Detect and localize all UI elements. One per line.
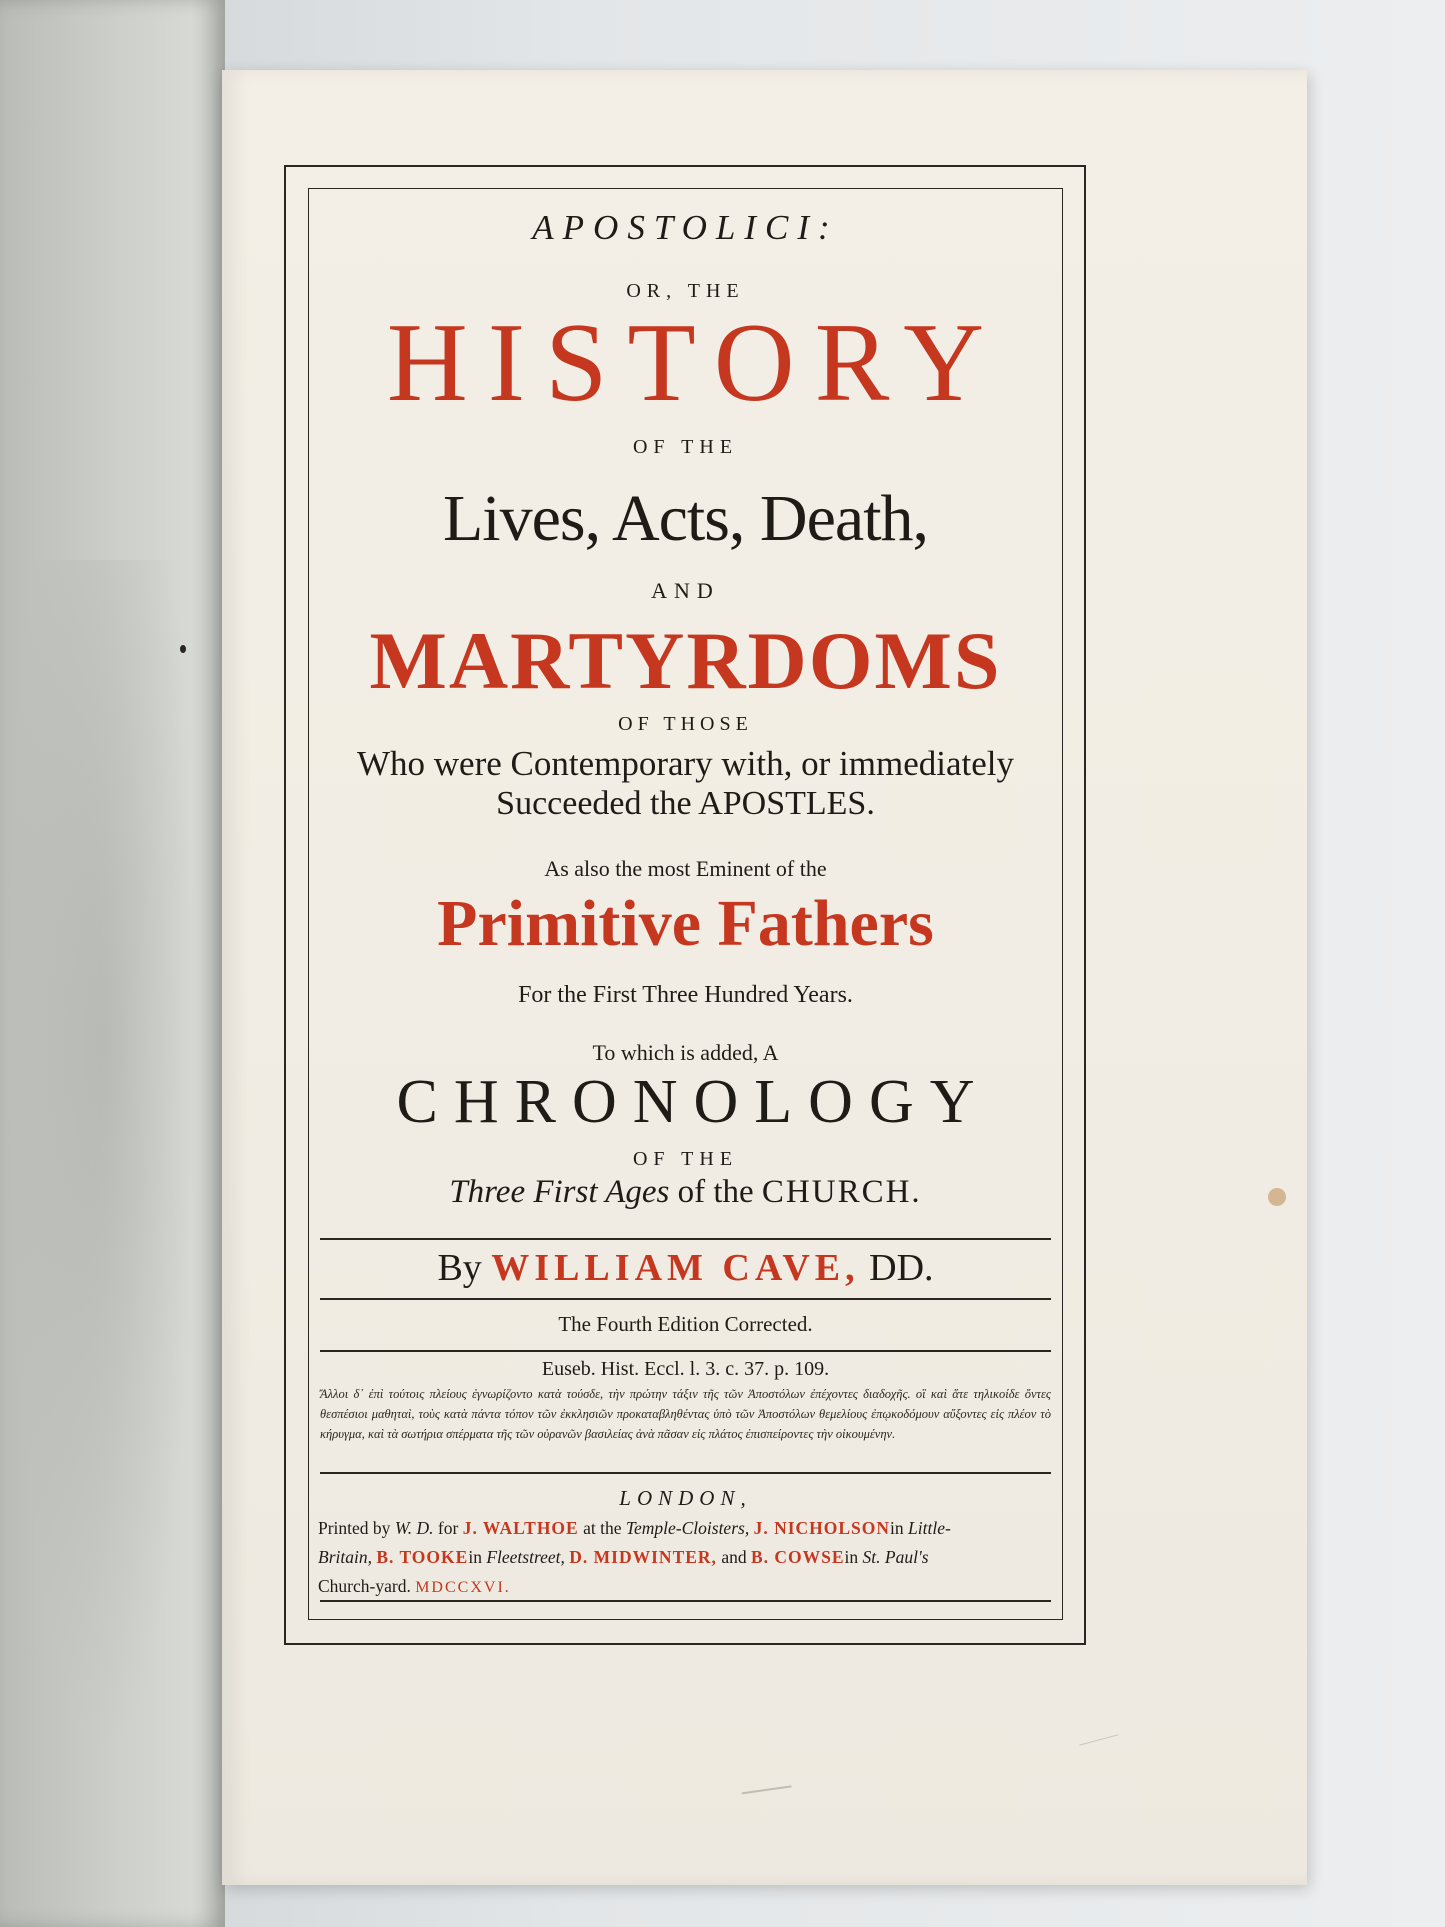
- line-lives-acts-death: Lives, Acts, Death,: [442, 482, 929, 555]
- imprint-line-3: [318, 1572, 1053, 1602]
- rule-above-imprint: [320, 1472, 1051, 1474]
- rule-bottom: [320, 1600, 1051, 1602]
- imprint-at-the: at the: [583, 1518, 622, 1538]
- line-who-were: Who were Contemporary with, or immediately: [356, 744, 1015, 783]
- author-degree: DD.: [869, 1247, 934, 1289]
- imprint-printed-by: Printed by: [318, 1518, 391, 1538]
- imprint-in-2: in: [468, 1547, 482, 1567]
- title-apostolici: APOSTOLICI:: [532, 208, 839, 247]
- title-page-content: [308, 188, 1063, 1620]
- line-to-which: To which is added, A: [592, 1040, 779, 1065]
- ages-of-the: of the: [677, 1174, 754, 1210]
- line-succeeded: Succeeded the APOSTLES.: [496, 785, 875, 822]
- subtitle-or-the: OR, THE: [626, 280, 745, 302]
- imprint-and: and: [721, 1547, 747, 1567]
- facing-page-engraving-showthrough: [10, 560, 200, 1760]
- imprint-fleetstreet: Fleetstreet,: [486, 1547, 565, 1567]
- edition-line: The Fourth Edition Corrected.: [558, 1312, 813, 1336]
- facing-page: [0, 0, 225, 1927]
- ages-church: CHURCH.: [761, 1174, 922, 1210]
- imprint-nicholson: J. NICHOLSON: [753, 1518, 891, 1538]
- line-and: AND: [651, 578, 720, 603]
- title-primitive-fathers: Primitive Fathers: [437, 887, 934, 960]
- imprint-little: Little-: [908, 1518, 951, 1538]
- foxing-stain: [1268, 1188, 1286, 1206]
- line-three-first-ages: [308, 1173, 1063, 1213]
- author-name: WILLIAM CAVE,: [491, 1247, 860, 1289]
- imprint-for: for: [437, 1518, 459, 1538]
- imprint-church-yard: Church-yard.: [318, 1576, 411, 1596]
- epigraph-citation: Euseb. Hist. Eccl. l. 3. c. 37. p. 109.: [541, 1358, 830, 1380]
- title-martyrdoms: MARTYRDOMS: [369, 615, 1002, 706]
- rule-above-author: [320, 1238, 1051, 1240]
- imprint-britain: Britain,: [318, 1547, 372, 1567]
- imprint-date: MDCCXVI.: [415, 1579, 511, 1596]
- imprint-cowse: B. COWSE: [750, 1547, 845, 1567]
- imprint-city: LONDON,: [619, 1486, 752, 1510]
- rule-above-epigraph: [320, 1350, 1051, 1352]
- epigraph-greek-text: Ἄλλοι δ᾽ ἐπὶ τούτοις πλείους ἐγνωρίζοντο κατὰ τούσδε, τὴν πρώτην τάξιν τῆς τῶν Ἀποστόλων ἐπέχοντες διαδοχῆς. οἳ καὶ ἅτε τηλικοίδε ὄντες θεσπέσιοι μαθηταὶ, τοὺς κατὰ πάντα τόπον τῶν ἐκκλησιῶν προκαταβληθέντας ὑπὸ τῶν Ἀποστόλων θεμελίους ἐπῳκοδόμουν αὔξοντες εἰς πλέον τὸ κήρυγμα, καὶ τὰ σωτήρια σπέρματα τῆς τῶν οὐρανῶν βασιλείας ἀνὰ πᾶσαν εἰς πλάτος ἐπισπείροντες τὴν οἰκουμένην.: [320, 1387, 1051, 1441]
- imprint-walthoe: J. WALTHOE: [462, 1518, 579, 1538]
- imprint-printer: W. D.: [394, 1518, 434, 1538]
- author-by: By: [437, 1247, 482, 1289]
- line-of-the: OF THE: [632, 436, 739, 458]
- line-first-three-hundred: For the First Three Hundred Years.: [518, 982, 853, 1008]
- title-chronology: CHRONOLOGY: [396, 1068, 991, 1136]
- rule-below-author: [320, 1298, 1051, 1300]
- ink-spot: [180, 645, 186, 653]
- imprint-tooke: B. TOOKE: [376, 1547, 469, 1567]
- line-as-also: As also the most Eminent of the: [544, 856, 827, 881]
- imprint-line-1: [318, 1514, 1053, 1543]
- author-line: [308, 1246, 1063, 1292]
- imprint-in-3: in: [844, 1547, 859, 1567]
- ages-italic: Three First Ages: [449, 1174, 670, 1210]
- imprint-temple-cloisters: Temple-Cloisters,: [625, 1518, 750, 1538]
- imprint-st-pauls: St. Paul's: [862, 1547, 929, 1567]
- imprint-in-1: in: [890, 1518, 904, 1538]
- imprint-midwinter: D. MIDWINTER,: [569, 1547, 717, 1567]
- line-of-the-2: OF THE: [632, 1148, 739, 1170]
- imprint-line-2: [318, 1543, 1053, 1572]
- line-of-those: OF THOSE: [618, 713, 753, 735]
- title-history: HISTORY: [386, 301, 1005, 425]
- imprint-block: [318, 1514, 1053, 1602]
